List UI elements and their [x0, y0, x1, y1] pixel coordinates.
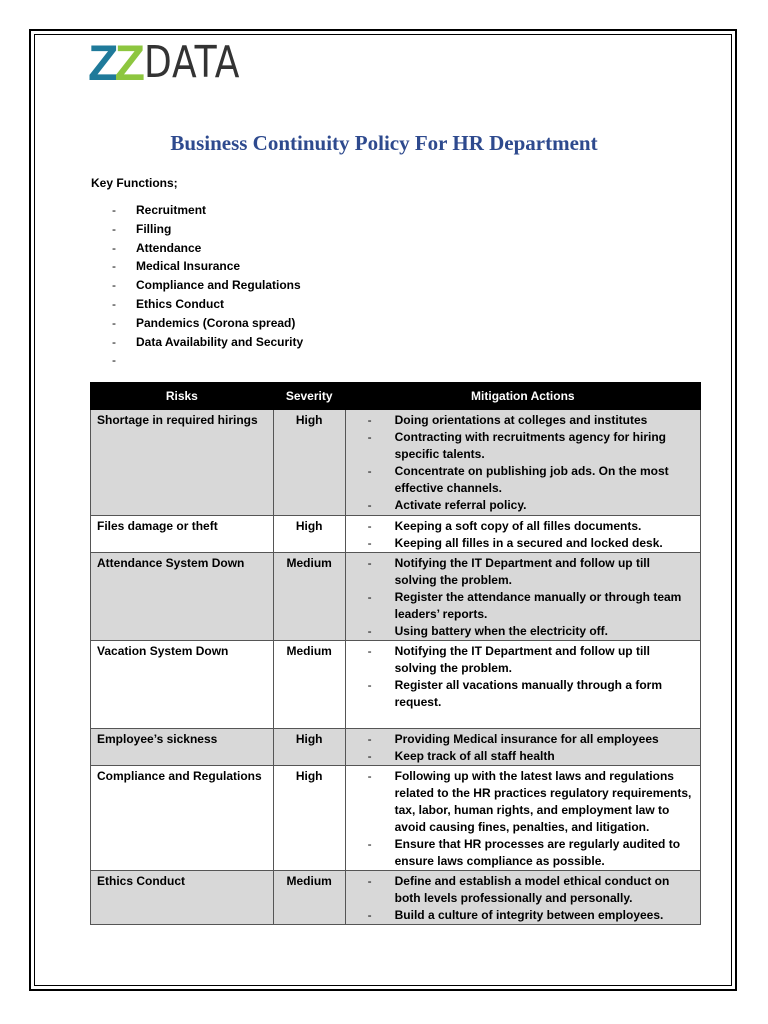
action-item: Concentrate on publishing job ads. On the most effective channels. — [394, 464, 669, 495]
list-item: - — [112, 353, 116, 368]
table-row — [91, 410, 701, 516]
actions-cell: - Notifying the IT Department and follow up till solving the problem. - Register all vacations manually through a form request. — [345, 641, 700, 729]
list-item: - Data Availability and Security — [112, 334, 304, 349]
header-mitigation-actions: Mitigation Actions — [345, 383, 700, 410]
risk-cell: Ethics Conduct — [91, 871, 274, 925]
action-item: Register the attendance manually or through team leaders’ reports. — [394, 590, 682, 621]
severity-cell: High — [273, 410, 345, 516]
actions-cell: - Keeping a soft copy of all filles documents. - Keeping all filles in a secured and locked desk. — [345, 516, 700, 553]
action-item: Keeping a soft copy of all filles documents. — [394, 519, 642, 533]
action-item: Activate referral policy. — [394, 498, 527, 512]
action-item: Notifying the IT Department and follow up till solving the problem. — [394, 556, 650, 587]
risk-mitigation-table — [90, 382, 701, 925]
list-item: - Compliance and Regulations — [112, 278, 301, 293]
severity-cell: High — [273, 516, 345, 553]
severity-cell: High — [273, 766, 345, 871]
table-row — [91, 729, 701, 766]
list-item: - Medical Insurance — [112, 259, 241, 274]
key-functions-list — [112, 203, 303, 372]
list-item: - Ethics Conduct — [112, 296, 225, 311]
action-item: Contracting with recruitments agency for hiring specific talents. — [394, 430, 666, 461]
header-severity: Severity — [273, 383, 345, 410]
list-item: - Pandemics (Corona spread) — [112, 315, 296, 330]
severity-cell: Medium — [273, 871, 345, 925]
table-row — [91, 766, 701, 871]
header-risks: Risks — [91, 383, 274, 410]
action-item: Keeping all filles in a secured and locked desk. — [394, 536, 663, 550]
logo-wordmark: DATA — [144, 37, 241, 88]
table-header-row — [91, 383, 701, 410]
action-item: Following up with the latest laws and regulations related to the HR practices regulatory requirements, tax, labor, human rights, and employment law to avoid causing fines, penalties, and litigation. — [394, 769, 692, 834]
action-item: Ensure that HR processes are regularly audited to ensure laws compliance as possible. — [394, 837, 681, 868]
severity-cell: High — [273, 729, 345, 766]
logo-letter-z2: Z — [114, 35, 142, 91]
risk-cell: Attendance System Down — [91, 553, 274, 641]
risk-cell: Employee’s sickness — [91, 729, 274, 766]
risk-cell: Vacation System Down — [91, 641, 274, 729]
document-title: Business Continuity Policy For HR Department — [170, 131, 598, 155]
table-row — [91, 871, 701, 925]
actions-cell: - Providing Medical insurance for all employees - Keep track of all staff health — [345, 729, 700, 766]
table-row — [91, 641, 701, 729]
list-item: - Filling — [112, 221, 172, 236]
logo-letter-z1: Z — [88, 35, 115, 91]
action-item: Define and establish a model ethical conduct on both levels professionally and personally. — [394, 874, 670, 905]
risk-cell: Compliance and Regulations — [91, 766, 274, 871]
actions-cell: - Notifying the IT Department and follow up till solving the problem. - Register the attendance manually or through team leaders’ reports. - Using battery when the electricity off. — [345, 553, 700, 641]
list-item: - Recruitment — [112, 203, 207, 217]
action-item: Notifying the IT Department and follow up till solving the problem. — [394, 644, 650, 675]
risk-cell: Files damage or theft — [91, 516, 274, 553]
actions-cell: - Doing orientations at colleges and institutes - Contracting with recruitments agency for hiring specific talents. - Concentrate on publishing job ads. On the most effective channels. - Activate referral policy. — [345, 410, 700, 516]
severity-cell: Medium — [273, 553, 345, 641]
action-item: Providing Medical insurance for all employees — [394, 732, 659, 746]
severity-cell: Medium — [273, 641, 345, 729]
table-row — [91, 516, 701, 553]
action-item: Register all vacations manually through a form request. — [394, 678, 663, 709]
action-item: Keep track of all staff health — [394, 749, 555, 763]
z2data-logo — [88, 35, 261, 91]
list-item: - Attendance — [112, 240, 202, 255]
action-item: Doing orientations at colleges and institutes — [394, 413, 648, 427]
table-row — [91, 553, 701, 641]
actions-cell: - Define and establish a model ethical conduct on both levels professionally and personally. - Build a culture of integrity between employees. — [345, 871, 700, 925]
key-functions-label: Key Functions; — [91, 176, 178, 190]
actions-cell: - Following up with the latest laws and regulations related to the HR practices regulatory requirements, tax, labor, human rights, and employment law to avoid causing fines, penalties, and litigation. - Ensure that HR processes are regularly audited to ensure laws compliance as possible. — [345, 766, 700, 871]
action-item: Using battery when the electricity off. — [394, 624, 608, 638]
action-item: Build a culture of integrity between employees. — [394, 908, 664, 922]
risk-cell: Shortage in required hirings — [91, 410, 274, 516]
